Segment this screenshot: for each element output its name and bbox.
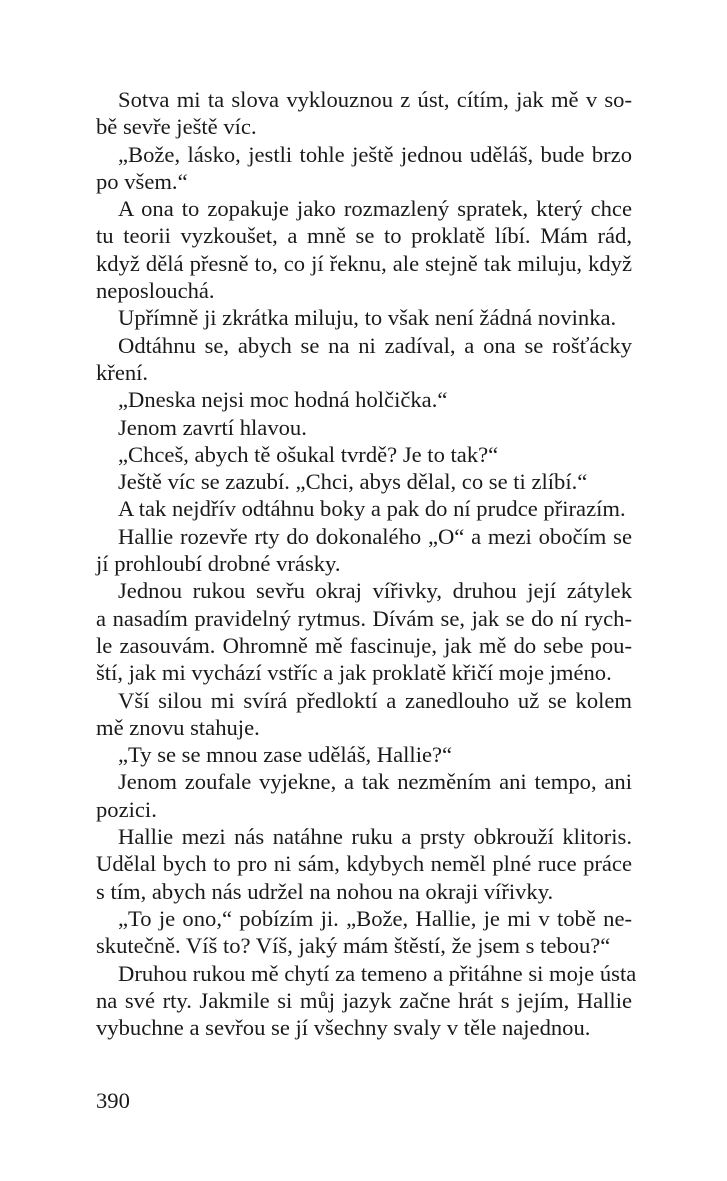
text-line: po všem.“	[96, 168, 188, 194]
body-text	[96, 86, 637, 1041]
text-line: bě sevře ještě víc.	[96, 114, 257, 140]
text-line: Vší silou mi svírá předloktí a zanedlouho už se kolem	[118, 687, 632, 713]
text-line: „Dneska nejsi moc hodná holčička.“	[118, 387, 448, 413]
text-line: na své rty. Jakmile si můj jazyk začne hrát s jejím, Hallie	[96, 987, 632, 1013]
text-line: Jenom zoufale vyjekne, a tak nezměním ani tempo, ani	[118, 769, 632, 795]
text-line: neposlouchá.	[96, 278, 215, 304]
text-line: „Ty se se mnou zase uděláš, Hallie?“	[118, 742, 453, 768]
text-line: skutečně. Víš to? Víš, jaký mám štěstí, že jsem s tebou?“	[96, 933, 611, 959]
text-line: kření.	[96, 359, 149, 385]
text-line: Hallie rozevře rty do dokonalého „O“ a mezi obočím se	[118, 523, 632, 549]
text-line: pozici.	[96, 796, 157, 822]
text-line: Odtáhnu se, abych se na ni zadíval, a ona se rošťácky	[118, 332, 632, 358]
text-line: s tím, abych nás udržel na nohou na okraji vířivky.	[96, 878, 554, 904]
text-line: „Chceš, abych tě ošukal tvrdě? Je to tak?“	[118, 441, 499, 467]
text-line: Jenom zavrtí hlavou.	[118, 414, 307, 440]
text-line: A tak nejdřív odtáhnu boky a pak do ní prudce přirazím.	[118, 496, 626, 522]
text-line: jí prohloubí drobné vrásky.	[96, 551, 341, 577]
text-line: „Bože, lásko, jestli tohle ještě jednou uděláš, bude brzo	[118, 141, 632, 167]
text-line: a nasadím pravidelný rytmus. Dívám se, jak se do ní rych-	[96, 605, 632, 631]
text-line: Druhou rukou mě chytí za temeno a přitáhne si moje ústa	[118, 960, 637, 986]
text-line: Upřímně ji zkrátka miluju, to však není žádná novinka.	[118, 305, 617, 331]
text-line: mě znovu stahuje.	[96, 714, 260, 740]
text-line: Ještě víc se zazubí. „Chci, abys dělal, co se ti zlíbí.“	[118, 469, 588, 495]
text-line: „To je ono,“ pobízím ji. „Bože, Hallie, je mi v tobě ne-	[118, 905, 632, 931]
text-line: Hallie mezi nás natáhne ruku a prsty obkrouží klitoris.	[118, 824, 632, 850]
text-line: Jednou rukou sevřu okraj vířivky, druhou její zátylek	[118, 578, 632, 604]
text-line: ští, jak mi vychází vstříc a jak proklatě křičí moje jméno.	[96, 660, 612, 686]
text-line: le zasouvám. Ohromně mě fascinuje, jak mě do sebe pou-	[96, 632, 632, 658]
text-line: vybuchne a sevřou se jí všechny svaly v těle najednou.	[96, 1015, 591, 1041]
text-line: Udělal bych to pro ni sám, kdybych neměl plné ruce práce	[96, 851, 632, 877]
text-line: A ona to zopakuje jako rozmazlený spratek, který chce	[118, 196, 632, 222]
text-line: Sotva mi ta slova vyklouznou z úst, cítím, jak mě v so-	[118, 87, 632, 112]
text-line: tu teorii vyzkoušet, a mně se to proklatě líbí. Mám rád,	[96, 223, 632, 249]
text-line: když dělá přesně to, co jí řeknu, ale stejně tak miluju, když	[96, 250, 632, 276]
page-number: 390	[96, 1088, 130, 1113]
